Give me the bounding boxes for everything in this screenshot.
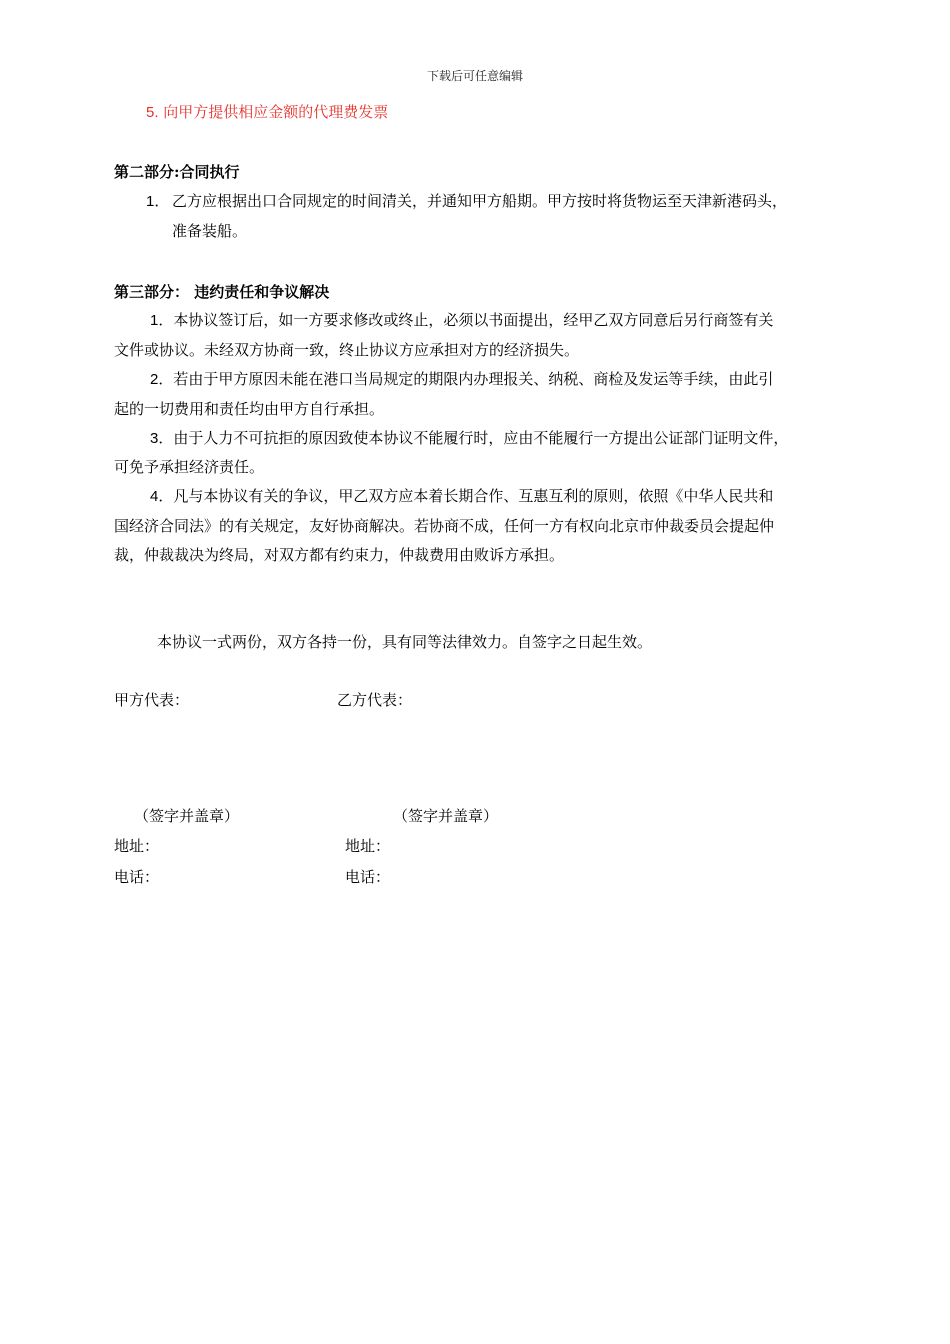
party-b-seal: （签字并盖章） [393,807,499,825]
part3-item3-text: 由于人力不可抗拒的原因致使本协议不能履行时，应由不能履行一方提出公证部门证明文件， [173,429,789,447]
part1-item5-text: 向甲方提供相应金额的代理费发票 [163,103,389,121]
part3-item2-number: 2． [150,371,174,388]
part2-item1-line1: 乙方应根据出口合同规定的时间清关，并通知甲方船期。甲方按时将货物运至天津新港码头， [172,192,788,210]
closing-statement: 本协议一式两份，双方各持一份，具有同等法律效力。自签字之日起生效。 [157,633,653,651]
header-note: 下载后可任意编辑 [426,69,523,83]
part2-item1-line2: 准备装船。 [172,222,248,240]
part3-item3-line2: 可免予承担经济责任。 [114,458,265,476]
part3-item1-text: 本协议签订后，如一方要求修改或终止，必须以书面提出，经甲乙双方同意后另行商签有关 [173,311,774,329]
party-a-seal: （签字并盖章） [134,807,240,825]
part2-title: 第二部分:合同执行 [114,163,240,181]
part2-item1 [146,190,787,211]
part1-item5-number: 5. [146,104,159,121]
part3-item4-number: 4． [150,488,174,505]
part3-item4-line2: 国经济合同法》的有关规定，友好协商解决。若协商不成，任何一方有权向北京市仲裁委员会提起仲 [114,517,775,535]
part3-item4-text: 凡与本协议有关的争议，甲乙双方应本着长期合作、互惠互利的原则，依照《中华人民共和 [173,487,774,505]
part3-item2-text: 若由于甲方原因未能在港口当局规定的期限内办理报关、纳税、商检及发运等手续，由此引 [173,370,774,388]
part3-item1-line2: 文件或协议。未经双方协商一致，终止协议方应承担对方的经济损失。 [114,341,580,359]
part3-item4-line1 [150,485,773,506]
part3-item1-number: 1． [150,312,174,329]
party-a-phone: 电话： [114,868,160,886]
part3-item1-line1 [150,309,773,330]
part3-title: 第三部分： 违约责任和争议解决 [114,283,330,301]
part2-item1-number: 1． [146,193,170,210]
part1-item5 [146,101,388,122]
part3-item2-line1 [150,368,773,389]
part3-item4-line3: 裁，仲裁裁决为终局，对双方都有约束力，仲裁费用由败诉方承担。 [114,546,565,564]
party-b-phone: 电话： [345,868,391,886]
party-a-representative: 甲方代表： [114,691,190,709]
party-b-address: 地址： [345,837,391,855]
party-a-address: 地址： [114,837,160,855]
part3-item3-line1 [150,427,788,448]
party-b-representative: 乙方代表： [337,691,413,709]
part3-item2-line2: 起的一切费用和责任均由甲方自行承担。 [114,400,385,418]
part3-item3-number: 3． [150,430,174,447]
